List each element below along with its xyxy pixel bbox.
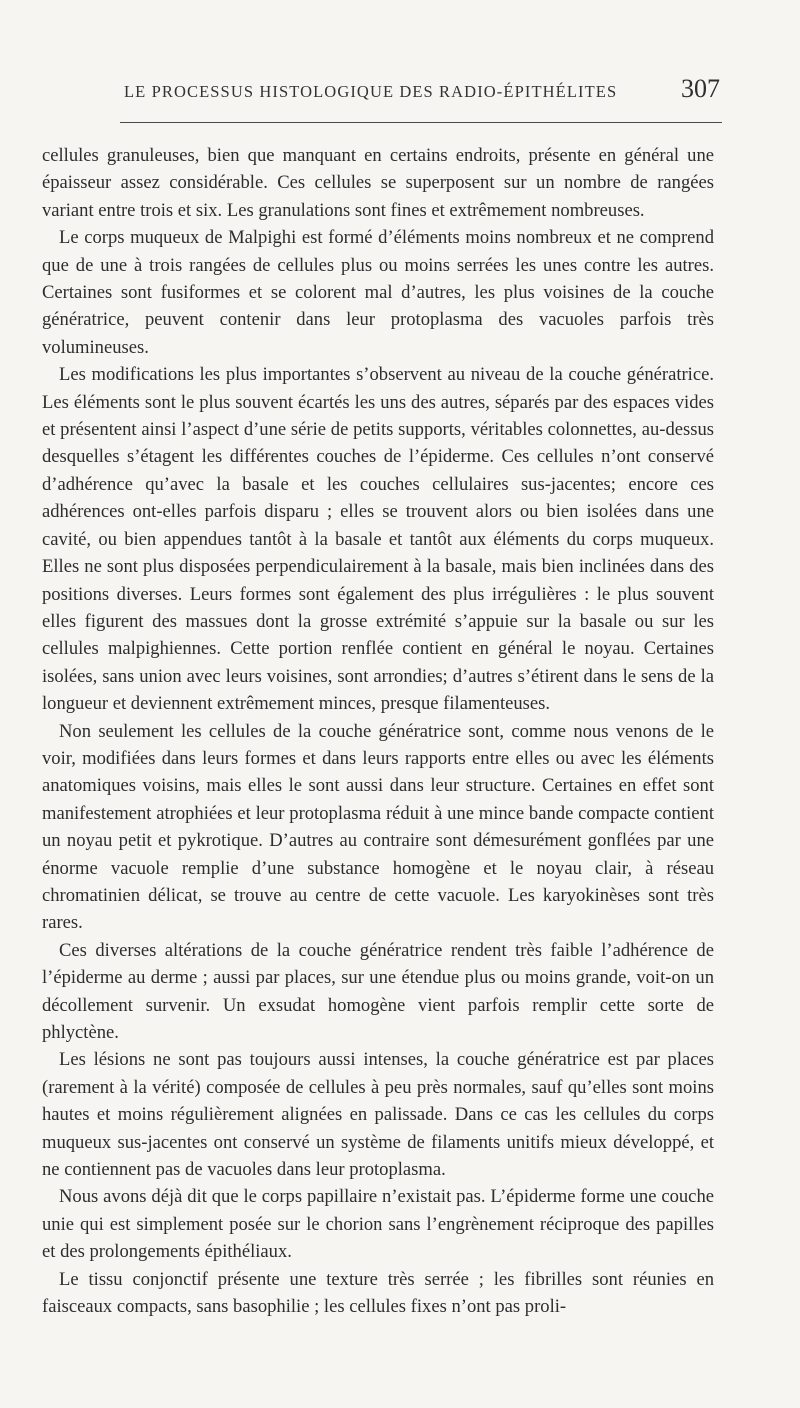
paragraph: Ces diverses altérations de la couche génératrice rendent très faible l’adhérence de l’épiderme au derme ; aussi par places, sur une étendue plus ou moins grande, voit-on un décollement survenir. Un exsudat homogène vient parfois remplir cette sorte de phlyctène. <box>42 939 714 1043</box>
page-number: 307 <box>681 74 720 103</box>
body-text <box>42 142 714 1320</box>
paragraph: Les lésions ne sont pas toujours aussi intenses, la couche génératrice est par places (rarement à la vérité) composée de cellules à peu près normales, sauf qu’elles sont moins hautes et moins régulièrement alignées en palissade. Dans ce cas les cellules du corps muqueux sus-jacentes ont conservé un système de filaments unitifs mieux développé, et ne contiennent pas de vacuoles dans leur protoplasma. <box>42 1049 714 1181</box>
running-header <box>42 72 720 116</box>
paragraph: Non seulement les cellules de la couche génératrice sont, comme nous venons de le voir, modifiées dans leurs formes et dans leurs rapports entre elles ou avec les éléments anatomiques voisins, mais elles le sont aussi dans leur structure. Certaines en effet sont manifestement atrophiées et leur protoplasma réduit à une mince bande compacte contient un noyau petit et pykrotique. D’autres au contraire sont démesurément gonflées par une énorme vacuole remplie d’une substance homogène et le noyau clair, à réseau chromatinien délicat, se trouve au centre de cette vacuole. Les karyokinèses sont très rares. <box>42 720 714 934</box>
paragraph: Nous avons déjà dit que le corps papillaire n’existait pas. L’épiderme forme une couche unie qui est simplement posée sur le chorion sans l’engrènement réciproque des papilles et des prolongements épithéliaux. <box>42 1186 714 1263</box>
paragraph: Le corps muqueux de Malpighi est formé d’éléments moins nombreux et ne comprend que de une à trois rangées de cellules plus ou moins serrées les unes contre les autres. Certaines sont fusiformes et se colorent mal d’autres, les plus voisines de la couche génératrice, peuvent contenir dans leur protoplasma des vacuoles parfois très volumineuses. <box>42 227 714 358</box>
paragraph: Le tissu conjonctif présente une texture très serrée ; les fibrilles sont réunies en faisceaux compacts, sans basophilie ; les cellules fixes n’ont pas proli- <box>42 1268 714 1318</box>
running-title: LE PROCESSUS HISTOLOGIQUE DES RADIO-ÉPITHÉLITES <box>124 82 618 101</box>
paragraph-continuation: cellules granuleuses, bien que manquant en certains endroits, présente en général une épaisseur assez considérable. Ces cellules se superposent sur un nombre de rangées variant entre trois et six. Les granulations sont fines et extrêmement nombreuses. <box>42 145 714 221</box>
header-rule <box>120 122 722 123</box>
paragraph: Les modifications les plus importantes s’observent au niveau de la couche génératrice. Les éléments sont le plus souvent écartés les uns des autres, séparés par des espaces vides et présentent ainsi l’aspect d’une série de petits supports, véritables colonnettes, au-dessus desquelles s’étagent les différentes couches de l’épiderme. Ces cellules n’ont conservé d’adhérence qu’avec la basale et les couches cellulaires sus-jacentes; encore ces adhérences ont-elles parfois disparu ; elles se trouvent alors ou bien isolées dans une cavité, ou bien appendues tantôt à la basale et tantôt aux éléments du corps muqueux. Elles ne sont plus disposées perpendiculairement à la basale, mais bien inclinées dans des positions diverses. Leurs formes sont également des plus irrégulières : le plus souvent elles figurent des massues dont la grosse extrémité s’appuie sur la basale ou sur les cellules malpighiennes. Cette portion renflée contient en général le noyau. Certaines isolées, sans union avec leurs voisines, sont arrondies; d’autres s’étirent dans le sens de la longueur et deviennent extrêmement minces, presque filamenteuses. <box>42 364 714 715</box>
book-page <box>42 72 720 1318</box>
